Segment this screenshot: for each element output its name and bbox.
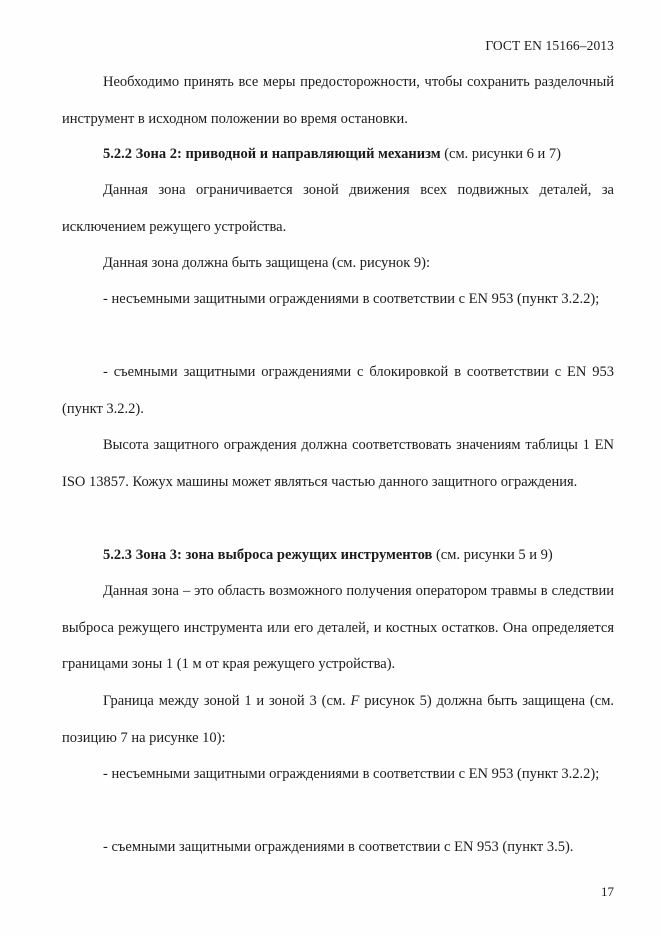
paragraph: Данная зона ограничивается зоной движения всех подвижных деталей, за исключением режущего устройства. <box>62 182 614 235</box>
heading-reference: (см. рисунки 5 и 9) <box>432 547 553 563</box>
list-item: - несъемными защитными ограждениями в соответствии с EN 953 (пункт 3.2.2); <box>103 291 600 307</box>
list-item: - съемными защитными ограждениями в соответствии с EN 953 (пункт 3.5). <box>103 839 574 855</box>
heading-text: 5.2.2 Зона 2: приводной и направляющий механизм <box>103 146 441 162</box>
paragraph: Высота защитного ограждения должна соответствовать значениям таблицы 1 EN ISO 13857. Кожух машины может являться частью данного защитного ограждения. <box>62 437 614 490</box>
list-item: - съемными защитными ограждениями с блокировкой в соответствии с EN 953 (пункт 3.2.2). <box>62 364 614 417</box>
list-item: - несъемными защитными ограждениями в соответствии с EN 953 (пункт 3.2.2); <box>103 766 600 782</box>
heading-reference: (см. рисунки 6 и 7) <box>440 146 561 162</box>
italic-symbol: F <box>350 693 360 709</box>
section-heading-5-2-2 <box>62 136 614 173</box>
paragraph: Данная зона – это область возможного получения оператором травмы в следствии выброса режущего инструмента или его деталей, и костных остатков. Она определяется границами зоны 1 (1 м от края режущего устройства). <box>62 583 614 672</box>
page-number: 17 <box>601 884 614 899</box>
paragraph: Граница между зоной 1 и зоной 3 (см. F рисунок 5) должна быть защищена (см. позицию 7 на рисунке 10): <box>62 693 614 746</box>
heading-text: 5.2.3 Зона 3: зона выброса режущих инструментов <box>103 547 433 563</box>
section-heading-5-2-3 <box>62 537 614 574</box>
document-header: ГОСТ EN 15166–2013 <box>485 38 614 53</box>
paragraph: Данная зона должна быть защищена (см. рисунок 9): <box>103 255 430 271</box>
paragraph: Необходимо принять все меры предосторожности, чтобы сохранить разделочный инструмент в исходном положении во время остановки. <box>62 74 614 127</box>
